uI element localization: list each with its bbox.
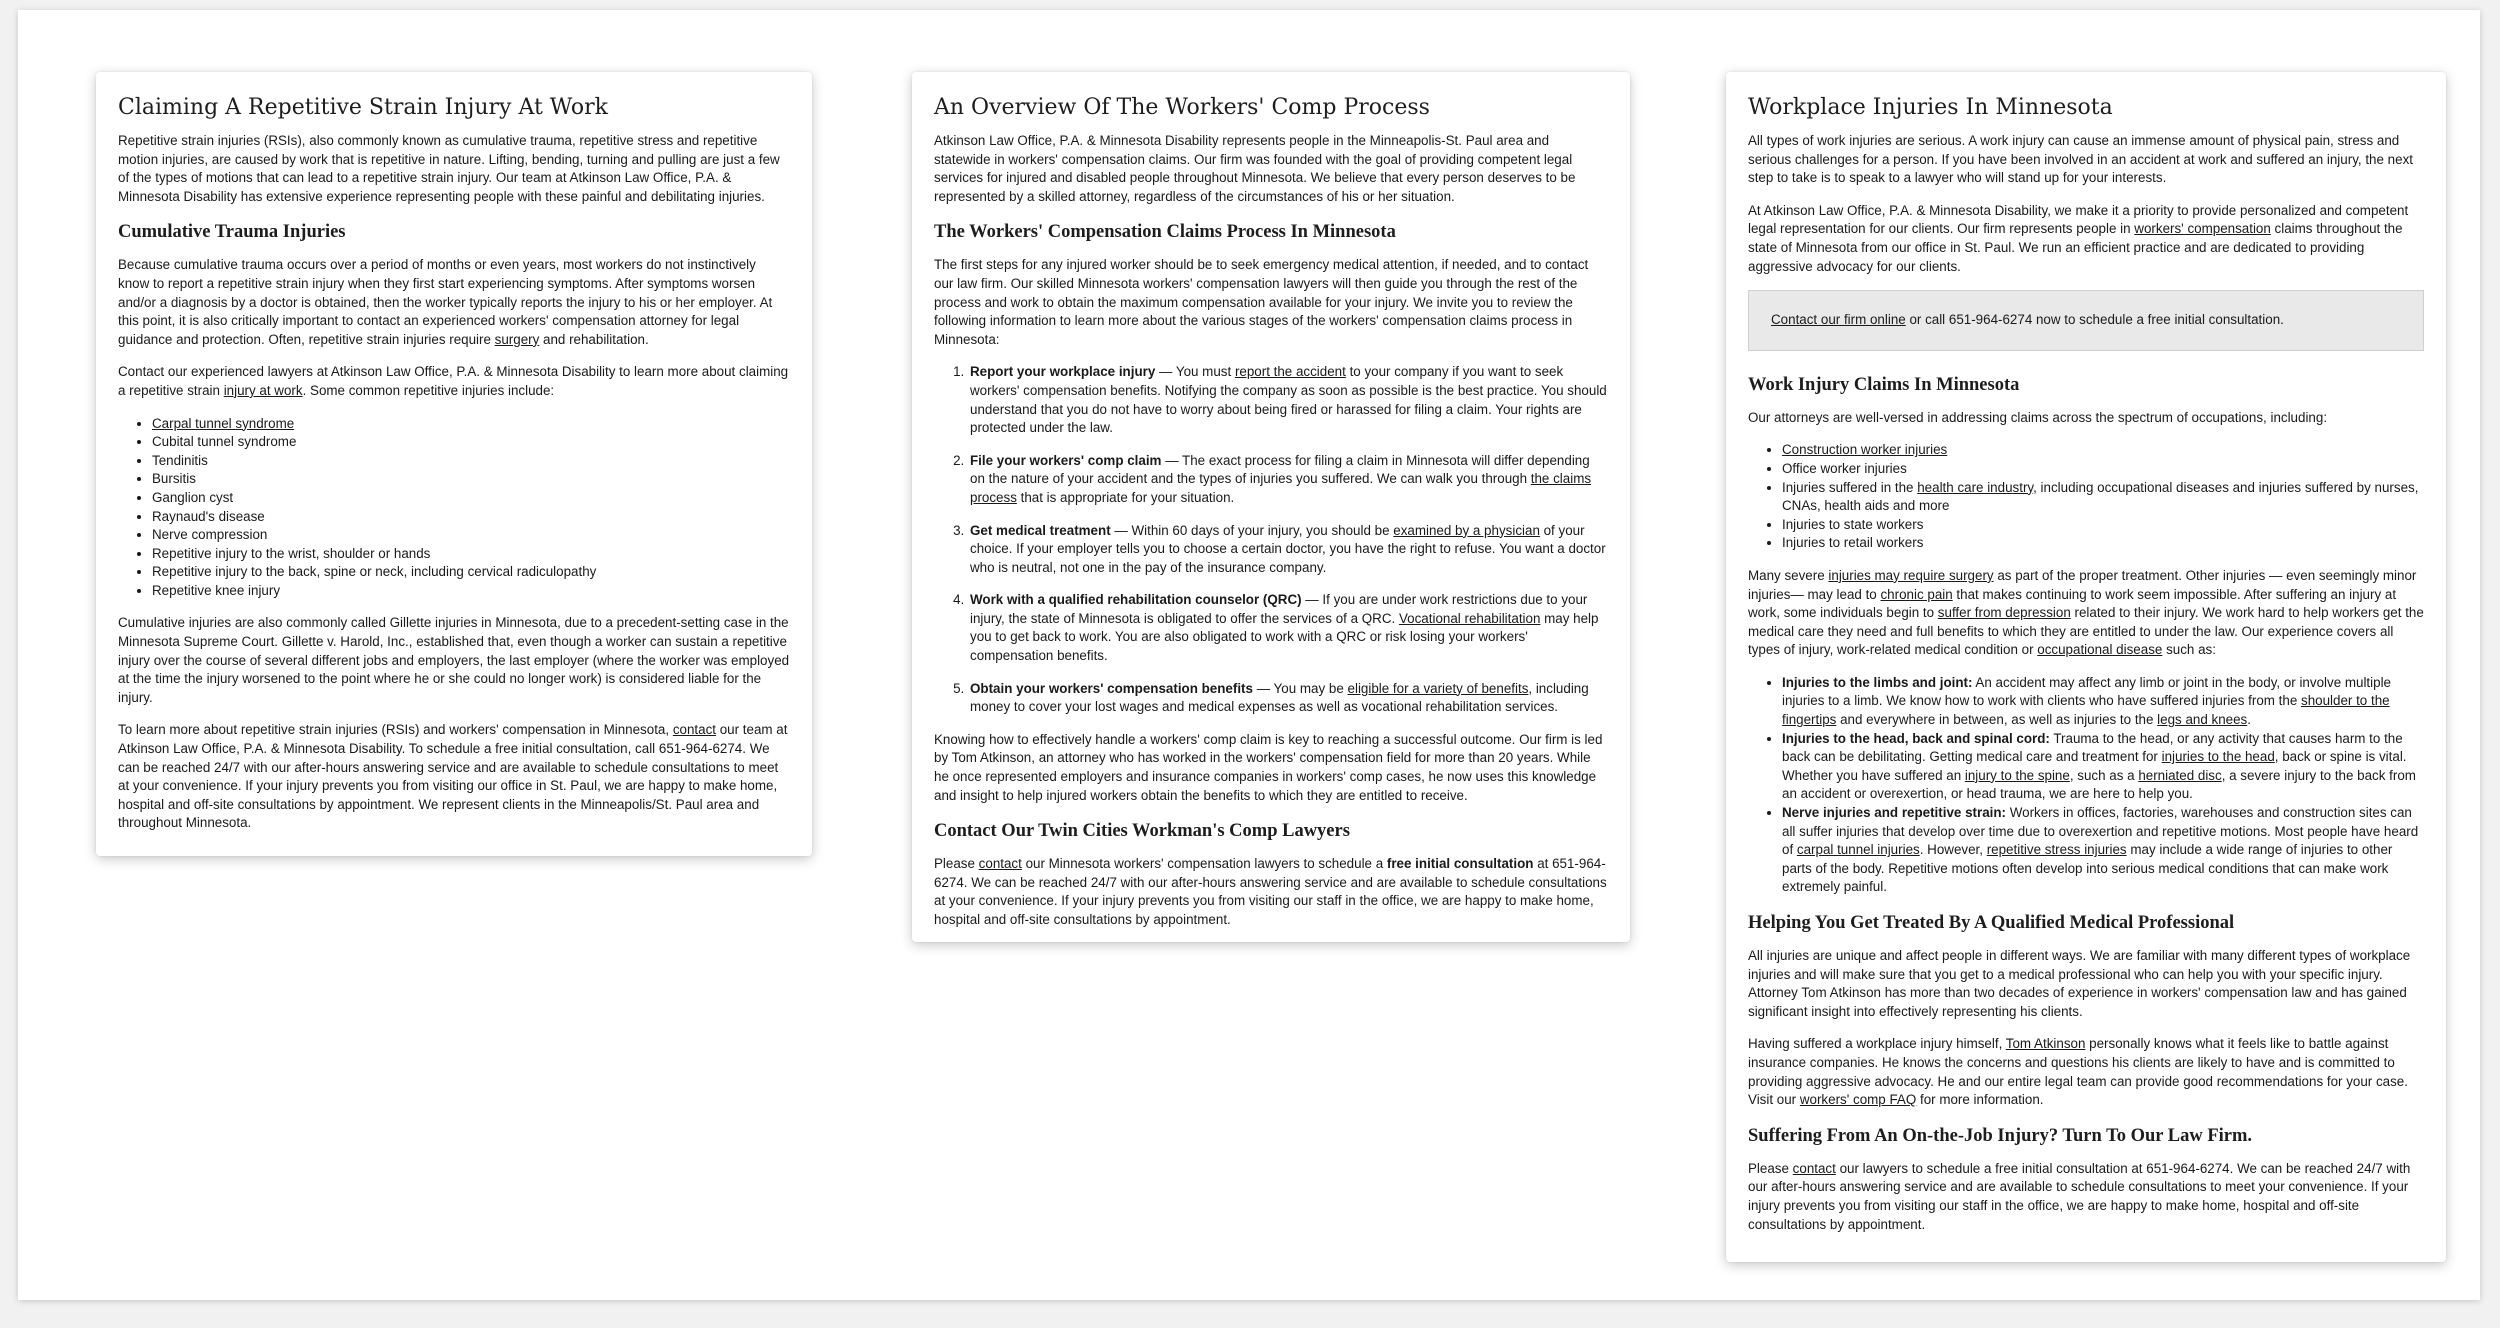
bold-text: Get medical treatment: [970, 522, 1111, 538]
paragraph: [1748, 1035, 2424, 1109]
link-construction-worker-injuries[interactable]: Construction worker injuries: [1782, 442, 1948, 458]
list-item: [152, 508, 790, 527]
text-run: personally knows what it feels like to battle against insurance companies. He knows the concerns and questions his clients are likely to have and is committed to providing aggressive advocacy. He and our entire legal team can provide good recommendations for your case. Visit our: [1748, 1036, 2408, 1108]
link-workers-comp-faq[interactable]: workers' comp FAQ: [1799, 1092, 1917, 1108]
bullet-list: [1748, 674, 2424, 897]
text-run: Repetitive injury to the wrist, shoulder or hands: [152, 545, 431, 561]
link-tom-atkinson[interactable]: Tom Atkinson: [2005, 1036, 2086, 1052]
link-occupational-disease[interactable]: occupational disease: [2037, 642, 2163, 658]
paragraph: [1748, 132, 2424, 188]
bold-text: Injuries to the head, back and spinal cord:: [1782, 730, 2050, 746]
text-run: and everywhere in between, as well as injuries to the: [1836, 712, 2158, 728]
text-run: Injuries suffered in the: [1782, 479, 1918, 495]
list-item: [152, 545, 790, 564]
text-run: — You may be: [1252, 680, 1348, 696]
link-injury-at-work[interactable]: injury at work: [223, 382, 303, 398]
list-item: [152, 582, 790, 601]
link-contact-our-firm-online[interactable]: Contact our firm online: [1771, 312, 1906, 328]
section-heading: Helping You Get Treated By A Qualified Medical Professional: [1748, 913, 2235, 933]
bold-text: free initial consultation: [1386, 856, 1534, 872]
bullet-list: [118, 415, 790, 601]
text-run: — If you are under work restrictions due to your injury, the state of Minnesota is obligated to offer the services of a QRC.: [970, 592, 1588, 626]
paragraph: [1748, 947, 2424, 1021]
list-item: [1782, 441, 2424, 460]
paragraph: [1748, 202, 2424, 276]
link-vocational-rehabilitation[interactable]: Vocational rehabilitation: [1398, 610, 1541, 626]
text-run: or call 651-964-6274 now to schedule a free initial consultation.: [1905, 312, 2284, 328]
list-item: [968, 591, 1608, 665]
text-run: . However,: [1919, 842, 1987, 858]
card-title: An Overview Of The Workers' Comp Process: [934, 95, 1430, 120]
text-run: Tendinitis: [152, 452, 208, 468]
text-run: related to their injury. We work hard to help workers get the medical care they need and full benefits to which they are entitled to under the law. Our experience covers all types of injury, work-related medical condition or: [1748, 605, 2424, 658]
text-run: Trauma to the head, or any activity that causes harm to the back can be debilitating. Getting medical care and treatment for: [1782, 730, 2403, 765]
paragraph: [118, 721, 790, 833]
text-run: Injuries to state workers: [1782, 516, 1924, 532]
text-run: Please: [1748, 1160, 1793, 1176]
text-run: Office worker injuries: [1782, 460, 1907, 476]
link-injuries-may-require-surgery[interactable]: injuries may require surgery: [1828, 567, 1994, 583]
link-examined-by-a-physician[interactable]: examined by a physician: [1393, 522, 1540, 538]
text-run: our lawyers to schedule a free initial consultation at 651-964-6274. We can be reached 24/7 with our after-hours answering service and are available to schedule consultations to meet your convenience. If your injury prevents you from visiting our staff in the office, we are happy to make home, hospital and off-site consultations by appointment.: [1748, 1160, 2411, 1232]
list-item: [152, 415, 790, 434]
text-run: , including money to cover your lost wages and medical expenses as well as vocational rehabilitation services.: [970, 680, 1589, 715]
link-injury-to-the-spine[interactable]: injury to the spine: [1964, 767, 2070, 783]
bold-text: File your workers' comp claim: [970, 452, 1162, 468]
list-item: [1782, 730, 2424, 804]
paragraph: [118, 614, 790, 707]
text-run: , including occupational diseases and injuries suffered by nurses, CNAs, health aids and more: [1782, 479, 2419, 514]
page-frame: [18, 10, 2480, 1300]
list-item: [152, 563, 790, 582]
link-surgery[interactable]: surgery: [494, 331, 540, 347]
text-run: Cubital tunnel syndrome: [152, 434, 297, 450]
link-the-claims-process[interactable]: the claims process: [970, 471, 1592, 505]
text-run: Because cumulative trauma occurs over a period of months or even years, most workers do not instinctively know to report a repetitive strain injury when they first start experiencing symptoms. After symptoms worsen and/or a diagnosis by a doctor is obtained, then the worker typically reports the injury to his or her employer. At this point, it is also critically important to contact an experienced workers' compensation attorney for legal guidance and protection. Often, repetitive strain injuries require: [118, 257, 773, 347]
section-heading: Work Injury Claims In Minnesota: [1748, 374, 2020, 395]
card-title: Claiming A Repetitive Strain Injury At Work: [118, 95, 609, 120]
text-run: Atkinson Law Office, P.A. & Minnesota Disability represents people in the Minneapolis-St. Paul area and statewide in workers' compensation claims. Our firm was founded with the goal of providing competent legal services for injured and disabled people throughout Minnesota. We believe that every person deserves to be represented by a skilled attorney, regardless of the circumstances of his or her situation.: [934, 133, 1576, 204]
section-heading: The Workers' Compensation Claims Process In Minnesota: [934, 222, 1396, 243]
text-run: Raynaud's disease: [152, 508, 265, 524]
link-report-the-accident[interactable]: report the accident: [1234, 364, 1346, 380]
text-run: Bursitis: [152, 471, 196, 487]
text-run: that makes continuing to work seem impossible. After suffering an injury at work, some individuals begin to: [1748, 586, 2397, 621]
section-heading: Suffering From An On-the-Job Injury? Turn To Our Law Firm.: [1748, 1125, 2253, 1146]
article-card-repetitive-strain: [96, 72, 812, 856]
text-run: such as:: [2162, 642, 2216, 658]
text-run: An accident may affect any limb or joint in the body, or involve multiple injuries to a limb. We know how to work with clients who have suffered injuries from the: [1782, 674, 2392, 709]
text-run: for more information.: [1916, 1092, 2044, 1108]
text-run: Ganglion cyst: [152, 489, 234, 505]
section-heading: Cumulative Trauma Injuries: [118, 222, 346, 243]
text-run: to your company if you want to seek workers' compensation benefits. Notifying the company as soon as possible is the best practice. You should understand that you do not have to worry about being fired or harassed for filing a claim. Your rights are protected under the law.: [970, 364, 1607, 436]
text-run: and rehabilitation.: [539, 331, 649, 347]
link-shoulder-to-the-fingertips[interactable]: shoulder to the fingertips: [1782, 693, 2390, 728]
link-health-care-industry[interactable]: health care industry: [1917, 479, 2034, 495]
text-run: — You must: [1155, 364, 1235, 380]
text-run: At Atkinson Law Office, P.A. & Minnesota Disability, we make it a priority to provide personalized and competent legal representation for our clients. Our firm represents people in: [1748, 202, 2409, 237]
paragraph: [1748, 1160, 2424, 1234]
text-run: that is appropriate for your situation.: [1016, 489, 1235, 505]
list-item: [152, 470, 790, 489]
link-contact[interactable]: contact: [1792, 1160, 1836, 1176]
text-run: claims throughout the state of Minnesota from our office in St. Paul. We run an efficient practice and are dedicated to providing aggressive advocacy for our clients.: [1748, 221, 2403, 274]
paragraph: [1748, 567, 2424, 660]
text-run: Workers in offices, factories, warehouses and construction sites can all suffer injuries that develop over time due to overexertion and repetitive motions. Most people have heard of: [1782, 805, 2419, 858]
link-contact[interactable]: contact: [672, 722, 716, 738]
text-run: at 651-964-6274. We can be reached 24/7 with our after-hours answering service and are available to schedule consultations at your convenience. If your injury prevents you from visiting our staff in the office, we are happy to make home, hospital and off-site consultations by appointment.: [934, 856, 1607, 927]
list-item: [1782, 479, 2424, 516]
link-suffer-from-depression[interactable]: suffer from depression: [1937, 605, 2071, 621]
bold-text: Injuries to the limbs and joint:: [1782, 674, 1973, 690]
list-item: [968, 452, 1608, 508]
text-run: , a severe injury to the back from an accident or overexertion, or head trauma, we are here to help you.: [1782, 767, 2416, 802]
text-run: — The exact process for filing a claim in Minnesota will differ depending on the nature of your accident and the types of injuries you suffered. We can walk you through: [970, 452, 1590, 487]
bold-text: Work with a qualified rehabilitation counselor (QRC): [970, 592, 1302, 608]
link-legs-and-knees[interactable]: legs and knees: [2157, 712, 2248, 728]
paragraph: [934, 731, 1608, 805]
paragraph: [118, 132, 790, 206]
paragraph: [118, 256, 790, 349]
list-item: [1782, 516, 2424, 535]
paragraph: [118, 363, 790, 400]
text-run: Nerve compression: [152, 527, 268, 543]
section-heading: Contact Our Twin Cities Workman's Comp Lawyers: [934, 821, 1350, 842]
text-run: as part of the proper treatment. Other injuries — even seemingly minor injuries— may lead to: [1748, 567, 2417, 602]
paragraph: [934, 855, 1608, 929]
list-item: [968, 680, 1608, 717]
bullet-list: [1748, 441, 2424, 553]
list-item: [152, 452, 790, 471]
text-run: our Minnesota workers' compensation lawyers to schedule a: [1021, 856, 1387, 872]
text-run: Having suffered a workplace injury himself,: [1748, 1036, 2006, 1052]
link-injuries-to-the-head[interactable]: injuries to the head: [2161, 749, 2275, 765]
list-item: [968, 522, 1608, 578]
text-run: Please: [934, 856, 979, 872]
list-item: [152, 433, 790, 452]
list-item: [968, 363, 1608, 437]
text-run: Cumulative injuries are also commonly called Gillette injuries in Minnesota, due to a precedent-setting case in the Minnesota Supreme Court. Gillette v. Harold, Inc., established that, even though a worker can sustain a repetitive injury over the course of several different jobs and employers, the last employer (where the worker was employed at the time the injury worsened to the point where he or she could no longer work) is considered liable for the injury.: [118, 615, 790, 705]
text-run: All types of work injuries are serious. A work injury can cause an immense amount of physical pain, stress and serious challenges for a person. If you have been involved in an accident at work and suffered an injury, the next step to take is to speak to a lawyer who will stand up for your interests.: [1748, 133, 2413, 186]
link-herniated-disc[interactable]: herniated disc: [2138, 767, 2222, 783]
text-run: Our attorneys are well-versed in addressing claims across the spectrum of occupations, including:: [1748, 409, 2328, 425]
list-item: [1782, 674, 2424, 730]
link-chronic-pain[interactable]: chronic pain: [1880, 586, 1953, 602]
link-carpal-tunnel-injuries[interactable]: carpal tunnel injuries: [1796, 842, 1920, 858]
list-item: [152, 526, 790, 545]
list-item: [1782, 804, 2424, 897]
list-item: [1782, 460, 2424, 479]
text-run: , such as a: [2069, 767, 2139, 783]
paragraph: [934, 132, 1608, 206]
bold-text: Nerve injuries and repetitive strain:: [1782, 805, 2006, 821]
text-run: Contact our experienced lawyers at Atkinson Law Office, P.A. & Minnesota Disability to learn more about claiming a repetitive strain: [118, 364, 789, 398]
link-repetitive-stress-injuries[interactable]: repetitive stress injuries: [1986, 842, 2127, 858]
text-run: The first steps for any injured worker should be to seek emergency medical attention, if needed, and to contact our law firm. Our skilled Minnesota workers' compensation lawyers will then guide you through the rest of the process and work to obtain the maximum compensation available for your injury. We invite you to review the following information to learn more about the various stages of the workers' compensation claims process in Minnesota:: [934, 257, 1589, 347]
bold-text: Report your workplace injury: [970, 364, 1156, 380]
paragraph: [1748, 409, 2424, 428]
card-title: Workplace Injuries In Minnesota: [1748, 95, 2113, 120]
link-eligible-for-a-variety-of-benefits[interactable]: eligible for a variety of benefits: [1347, 680, 1529, 696]
link-workers-compensation[interactable]: workers' compensation: [2134, 221, 2271, 237]
text-run: . Some common repetitive injuries include:: [302, 382, 555, 398]
text-run: Repetitive knee injury: [152, 582, 281, 598]
text-run: , back or spine is vital. Whether you have suffered an: [1782, 749, 2407, 783]
text-run: To learn more about repetitive strain injuries (RSIs) and workers' compensation in Minnesota,: [118, 722, 673, 738]
text-run: our team at Atkinson Law Office, P.A. & Minnesota Disability. To schedule a free initial consultation, call 651-964-6274. We can be reached 24/7 with our after-hours answering service and are available to schedule consultations to meet at your convenience. If your injury prevents you from visiting our office in St. Paul, we are happy to make home, hospital and off-site consultations by appointment. We represent clients in the Minneapolis/St. Paul area and throughout Minnesota.: [118, 722, 788, 831]
article-card-workplace-injuries: [1726, 72, 2446, 1262]
text-run: — Within 60 days of your injury, you should be: [1110, 522, 1394, 538]
text-run: Injuries to retail workers: [1782, 535, 1924, 551]
link-contact[interactable]: contact: [978, 856, 1022, 872]
link-carpal-tunnel-syndrome[interactable]: Carpal tunnel syndrome: [152, 415, 295, 431]
consultation-callout: [1748, 290, 2424, 351]
text-run: of your choice. If your employer tells you to choose a certain doctor, you have the right to refuse. You want a doctor who is neutral, not one in the pay of the insurance company.: [970, 522, 1606, 575]
numbered-list: [934, 363, 1608, 717]
text-run: Knowing how to effectively handle a workers' comp claim is key to reaching a successful outcome. Our firm is led by Tom Atkinson, an attorney who has worked in the workers' compensation field for more than 20 years. While he once represented employers and insurance companies in workers' comp cases, he now uses this knowledge and insight to help injured workers obtain the benefits to which they are entitled to receive.: [934, 731, 1603, 803]
text-run: may help you to get back to work. You are also obligated to work with a QRC or risk losing your workers' compensation benefits.: [970, 610, 1599, 664]
list-item: [1782, 534, 2424, 553]
paragraph: [934, 256, 1608, 349]
text-run: may include a wide range of injuries to other parts of the body. Repetitive motions often develop into serious medical conditions that can make work extremely painful.: [1782, 842, 2393, 895]
article-card-workers-comp-process: [912, 72, 1630, 942]
bold-text: Obtain your workers' compensation benefits: [970, 680, 1253, 696]
text-run: Many severe: [1748, 567, 1829, 583]
list-item: [152, 489, 790, 508]
text-run: .: [2247, 712, 2251, 728]
text-run: Repetitive injury to the back, spine or neck, including cervical radiculopathy: [152, 564, 597, 580]
text-run: Repetitive strain injuries (RSIs), also commonly known as cumulative trauma, repetitive stress and repetitive motion injuries, are caused by work that is repetitive in nature. Lifting, bending, turning and pulling are just a few of the types of motions that can lead to a repetitive strain injury. Our team at Atkinson Law Office, P.A. & Minnesota Disability has extensive experience representing people with these painful and debilitating injuries.: [118, 133, 780, 204]
text-run: All injuries are unique and affect people in different ways. We are familiar with many different types of workplace injuries and will make sure that you get to a medical professional who can help you with your specific injury. Attorney Tom Atkinson has more than two decades of experience in workers' compensation law and has gained significant insight into effectively representing his clients.: [1748, 948, 2411, 1019]
